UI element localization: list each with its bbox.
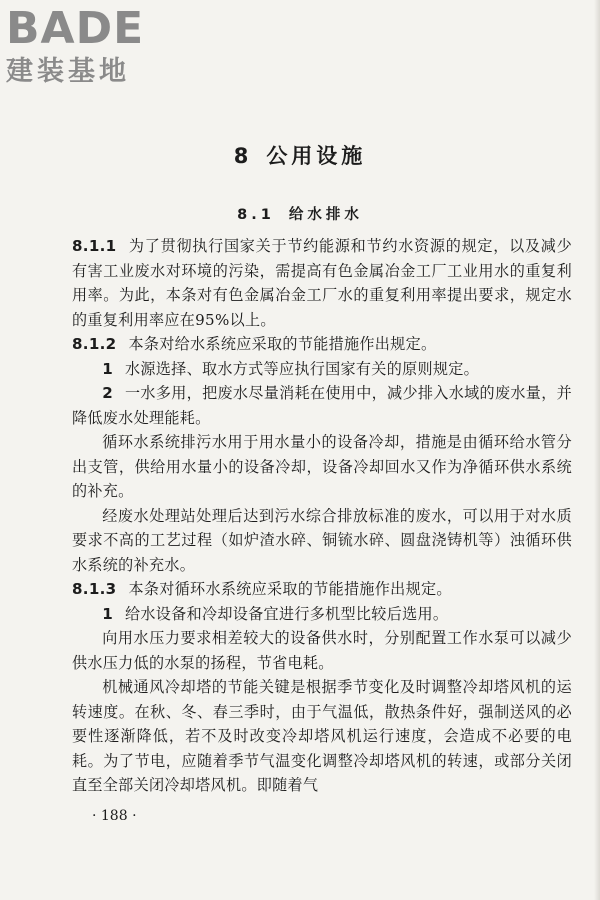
chapter-number: 8: [233, 144, 253, 168]
section-number: 8.1: [237, 207, 275, 223]
clause-number: 8.1.3: [72, 580, 117, 598]
section-title: [0, 203, 600, 224]
paragraph-clause: [72, 577, 572, 602]
paragraph-text: 本条对给水系统应采取的节能措施作出规定。: [128, 335, 437, 353]
page-number: · 188 ·: [92, 808, 137, 824]
paragraph-text: 向用水压力要求相差较大的设备供水时，分别配置工作水泵可以减少供水压力低的水泵的扬程，节省电耗。: [72, 629, 572, 672]
item-number: 1: [102, 604, 113, 623]
chapter-title-text: 公用设施: [266, 144, 367, 168]
page-edge: [594, 0, 600, 900]
paragraph-text: 本条对循环水系统应采取的节能措施作出规定。: [128, 580, 452, 598]
paragraph-clause: [72, 332, 572, 357]
paragraph-clause: [72, 234, 572, 332]
item-number: 2: [102, 384, 113, 402]
watermark-logo: [6, 3, 176, 88]
paragraph-text: 给水设备和冷却设备宜进行多机型比较后选用。: [125, 604, 449, 623]
logo-word: BADE: [6, 3, 145, 54]
paragraph: [72, 504, 572, 578]
logo-subtitle: 建装基地: [6, 56, 130, 87]
clause-number: 8.1.1: [72, 237, 117, 255]
section-title-text: 给水排水: [288, 207, 363, 223]
paragraph-text: 机械通风冷却塔的节能关键是根据季节变化及时调整冷却塔风机的运转速度。在秋、冬、春三季时，由于气温低，散热条件好，强制送风的必要性逐渐降低，若不及时改变冷却塔风机运行速度，会造成不必要的电耗。为了节电，应随着季节气温变化调整冷却塔风机的转速，或部分关闭直至全部关闭冷却塔风机。即随着气: [72, 678, 572, 794]
paragraph-text: 经废水处理站处理后达到污水综合排放标准的废水，可以用于对水质要求不高的工艺过程（如炉渣水碎、铜锍水碎、圆盘浇铸机等）浊循环供水系统的补充水。: [72, 506, 572, 574]
paragraph-item: [72, 381, 572, 430]
clause-number: 8.1.2: [72, 335, 117, 353]
paragraph: [72, 626, 572, 675]
body-text: [72, 234, 572, 798]
item-number: 1: [102, 359, 113, 378]
paragraph-item: [72, 602, 572, 627]
paragraph-text: 为了贯彻执行国家关于节约能源和节约水资源的规定，以及减少有害工业废水对环境的污染，需提高有色金属冶金工厂工业用水的重复利用率。为此，本条对有色金属冶金工厂水的重复利用率提出要求，规定水的重复利用率应在95%以上。: [72, 237, 572, 329]
paragraph: [72, 430, 572, 504]
paragraph-text: 水源选择、取水方式等应执行国家有关的原则规定。: [125, 359, 480, 378]
paragraph-item: [72, 357, 572, 382]
paragraph-text: 一水多用，把废水尽量消耗在使用中，减少排入水域的废水量，并降低废水处理能耗。: [72, 384, 572, 427]
paragraph-text: 循环水系统排污水用于用水量小的设备冷却，措施是由循环给水管分出支管，供给用水量小的设备冷却，设备冷却回水又作为净循环供水系统的补充。: [72, 433, 572, 500]
paragraph: [72, 675, 572, 798]
chapter-title: [0, 140, 600, 170]
